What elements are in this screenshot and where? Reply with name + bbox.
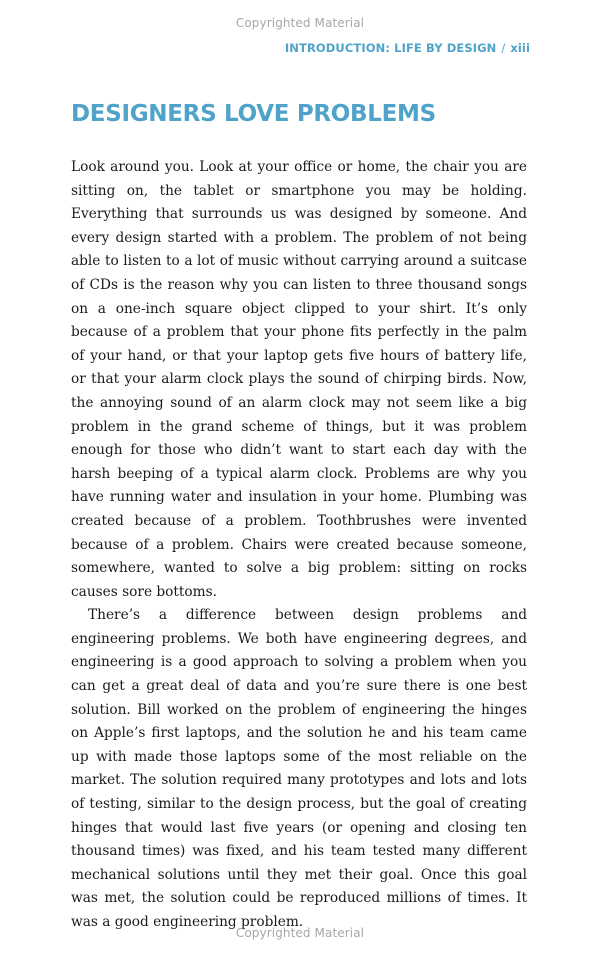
paragraph-1: Look around you. Look at your office or home, the chair you are sitting on, the tablet or smartphone you may be holding. Everything that surrounds us was designed by someone. And every design started with a problem. The problem of not being able to listen to a lot of music without carrying around a suitcase of CDs is the reason why you can listen to three thousand songs on a one-inch square object clipped to your shirt. It’s only because of a problem that your phone fits perfectly in the palm of your hand, or that your laptop gets five hours of battery life, or that your alarm clock plays the sound of chirping birds. Now, the annoying sound of an alarm clock may not seem like a big problem in the grand scheme of things, but it was problem enough for those who didn’t want to start each day with the harsh beeping of a typical alarm clock. Problems are why you have running water and insulation in your home. Plumbing was created because of a problem. Toothbrushes were invented because of a problem. Chairs were created because someone, somewhere, wanted to solve a big problem: sitting on rocks causes sore bottoms. — [71, 159, 527, 600]
section-heading: DESIGNERS LOVE PROBLEMS — [71, 101, 436, 127]
running-head-separator: / — [501, 41, 506, 55]
running-head-section: INTRODUCTION: LIFE BY DESIGN — [284, 41, 497, 55]
page-number: xiii — [510, 41, 530, 55]
paragraph-2: There’s a difference between design problems and engineering problems. We both have engineering degrees, and engineering is a good approach to solving a problem when you can get a great deal of data and you’re sure there is one best solution. Bill worked on the problem of engineering the hinges on Apple’s first laptops, and the solution he and his team came up with made those laptops some of the most reliable on the market. The solution required many prototypes and lots and lots of testing, similar to the design process, but the goal of creating hinges that would last five years (or opening and closing ten thousand times) was fixed, and his team tested many different mechanical solutions until they met their goal. Once this goal was met, the solution could be reproduced millions of times. It was a good engineering problem. — [71, 607, 527, 930]
running-head — [285, 41, 530, 55]
watermark-top: Copyrighted Material — [235, 16, 365, 30]
watermark-bottom: Copyrighted Material — [235, 926, 365, 940]
body-text — [71, 156, 527, 935]
